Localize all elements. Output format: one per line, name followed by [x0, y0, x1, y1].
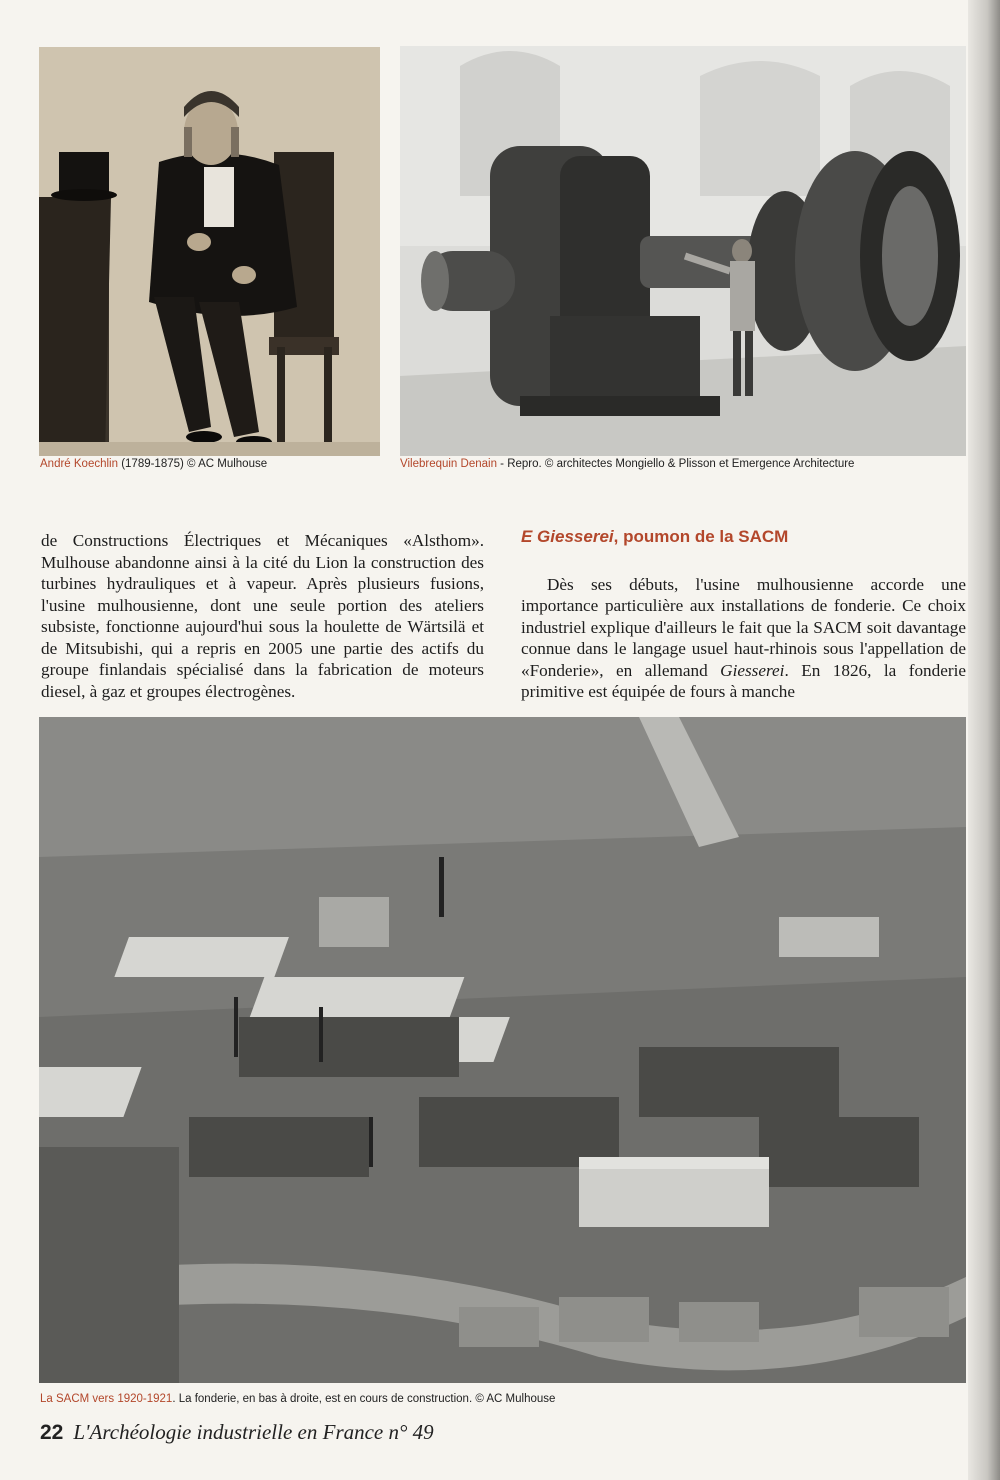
aerial-caption-rest: . La fonderie, en bas à droite, est en cours de construction. © AC Mulhouse — [172, 1393, 556, 1405]
portrait-caption-name: André Koechlin — [40, 458, 118, 470]
portrait-photo — [39, 47, 380, 456]
aerial-photo — [39, 717, 966, 1383]
crankshaft-caption-rest: - Repro. © architectes Mongiello & Plisson et Emergence Architecture — [496, 458, 855, 470]
portrait-caption-rest: (1789-1875) © AC Mulhouse — [118, 458, 268, 470]
aerial-caption-name: La SACM vers 1920-1921 — [40, 1393, 173, 1405]
right-paragraph-end: . En 1826, la fonderie primitive est équipée de fours à manche — [521, 660, 967, 701]
publication-title: L'Archéologie industrielle en France n° 49 — [73, 1420, 434, 1444]
right-paragraph — [521, 574, 966, 703]
crankshaft-caption — [400, 458, 854, 470]
page-footer — [40, 1420, 434, 1445]
left-paragraph: de Constructions Électriques et Mécaniques «Alsthom». Mulhouse abandonne ainsi à la cité du Lion la construction des turbines hydrauliques et à vapeur. Après plusieurs fusions, l'usine mulhousienne, dont une seule portion des ateliers subsiste, fonctionne aujourd'hui sous la houlette de Wärtsilä et de Mitsubishi, qui a repris en 2005 une partie des actifs du groupe finlandais spécialisé dans la fabrication de moteurs diesel, à gaz et groupes électrogènes. — [41, 531, 484, 701]
section-heading — [521, 526, 966, 548]
right-text-column — [521, 526, 966, 703]
page-edge — [968, 0, 1000, 1480]
left-text-column — [41, 530, 484, 702]
crankshaft-photo — [400, 46, 966, 456]
portrait-caption — [40, 458, 267, 470]
page-number: 22 — [40, 1421, 64, 1444]
section-heading-rest: , poumon de la SACM — [613, 527, 789, 546]
section-heading-italic: E Giesserei — [521, 527, 614, 546]
right-paragraph-italic: Giesserei — [720, 660, 785, 680]
aerial-caption — [40, 1393, 555, 1405]
right-paragraph-start: Dès ses débuts, l'usine mulhousienne accorde une importance particulière aux installations de fonderie. Ce choix industriel explique d'ailleurs le fait que la SACM soit davantage connue dans le langage usuel haut-rhinois sous l'appellation de «Fonderie», en allemand — [521, 574, 966, 680]
crankshaft-caption-name: Vilebrequin Denain — [400, 458, 497, 470]
